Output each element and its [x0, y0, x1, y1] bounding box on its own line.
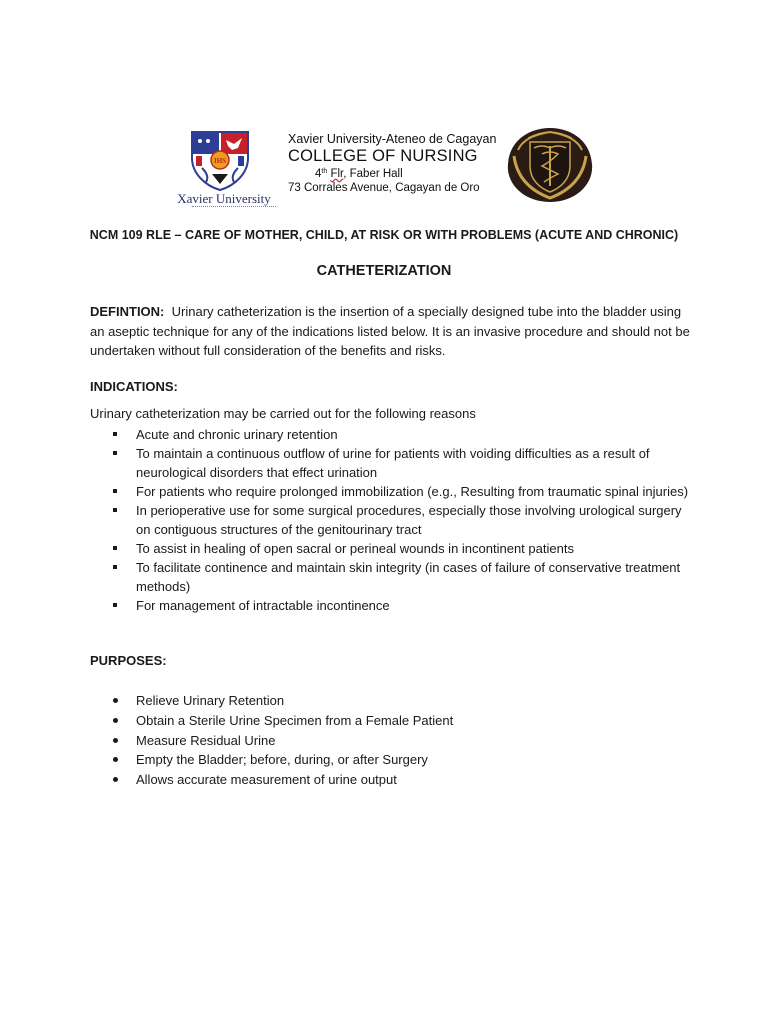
square-bullet-icon — [113, 508, 117, 512]
xavier-university-logo — [164, 124, 284, 210]
square-bullet-icon — [113, 451, 117, 455]
list-item — [90, 539, 690, 558]
xavier-shield-icon — [188, 130, 252, 192]
square-bullet-icon — [113, 603, 117, 607]
list-item — [90, 501, 690, 539]
list-item — [90, 711, 690, 731]
university-name-label: Xavier University — [177, 191, 271, 206]
purposes-heading: PURPOSES: — [90, 653, 167, 668]
list-item-text: Measure Residual Urine — [136, 732, 276, 748]
list-item-text: Acute and chronic urinary retention — [136, 427, 338, 442]
list-item — [90, 750, 690, 770]
course-title: NCM 109 RLE – CARE OF MOTHER, CHILD, AT RISK OR WITH PROBLEMS (ACUTE AND CHRONIC) — [89, 228, 679, 242]
indications-intro: Urinary catheterization may be carried out for the following reasons — [90, 406, 476, 421]
definition-label: DEFINTION: — [90, 304, 165, 319]
round-bullet-icon — [113, 777, 118, 782]
round-bullet-icon — [113, 738, 118, 743]
svg-text:IHS: IHS — [213, 157, 227, 165]
definition-text: Urinary catheterization is the insertion of a specially designed tube into the bladder using an aseptic technique for any of the indications listed below. It is an invasive procedure and should not be undertaken without full consideration of the benefits and risks. — [90, 304, 690, 358]
street-address: 73 Corrales Avenue, Cagayan de Oro — [288, 182, 480, 194]
square-bullet-icon — [113, 546, 117, 550]
university-full-name: Xavier University-Ateneo de Cagayan — [288, 132, 497, 146]
list-item — [90, 770, 690, 790]
college-name: COLLEGE OF NURSING — [288, 147, 478, 165]
purposes-list — [90, 691, 690, 790]
floor-number: 4 — [315, 168, 322, 180]
indications-heading: INDICATIONS: — [90, 379, 178, 394]
college-address-block — [288, 132, 508, 195]
list-item-text: Obtain a Sterile Urine Specimen from a Female Patient — [136, 712, 454, 728]
floor-suffix: th — [321, 168, 328, 175]
list-item — [90, 444, 690, 482]
definition-paragraph — [90, 302, 690, 361]
list-item-text: Allows accurate measurement of urine output — [136, 772, 397, 788]
round-bullet-icon — [113, 718, 118, 723]
floor-abbr: Flr — [330, 168, 344, 180]
list-item — [90, 558, 690, 596]
list-item-text: In perioperative use for some surgical procedures, especially those involving urological surgery on contiguous structures of the genitourinary tract — [136, 503, 682, 537]
list-item-text: To facilitate continence and maintain skin integrity (in cases of failure of conservative treatment methods) — [136, 560, 681, 594]
list-item-text: To maintain a continuous outflow of urine for patients with voiding difficulties as a result of neurological disorders that effect urination — [136, 446, 650, 480]
document-title: CATHETERIZATION — [316, 263, 452, 279]
building-name: , Faber Hall — [343, 168, 403, 180]
list-item — [90, 425, 690, 444]
college-of-nursing-seal-icon — [504, 126, 596, 204]
round-bullet-icon — [113, 757, 118, 762]
square-bullet-icon — [113, 565, 117, 569]
list-item-text: To assist in healing of open sacral or perineal wounds in incontinent patients — [136, 541, 574, 556]
list-item-text: Empty the Bladder; before, during, or after Surgery — [136, 752, 428, 768]
round-bullet-icon — [113, 698, 118, 703]
list-item — [90, 482, 690, 501]
indications-list — [90, 425, 690, 615]
list-item — [90, 691, 690, 711]
motto-underline — [192, 206, 276, 210]
square-bullet-icon — [113, 489, 117, 493]
list-item-text: For patients who require prolonged immobilization (e.g., Resulting from traumatic spinal injuries) — [136, 484, 689, 499]
square-bullet-icon — [113, 432, 117, 436]
list-item — [90, 731, 690, 751]
list-item — [90, 596, 690, 615]
building-address — [288, 165, 508, 181]
letterhead — [164, 124, 604, 210]
list-item-text: For management of intractable incontinence — [136, 598, 390, 613]
list-item-text: Relieve Urinary Retention — [136, 693, 285, 708]
